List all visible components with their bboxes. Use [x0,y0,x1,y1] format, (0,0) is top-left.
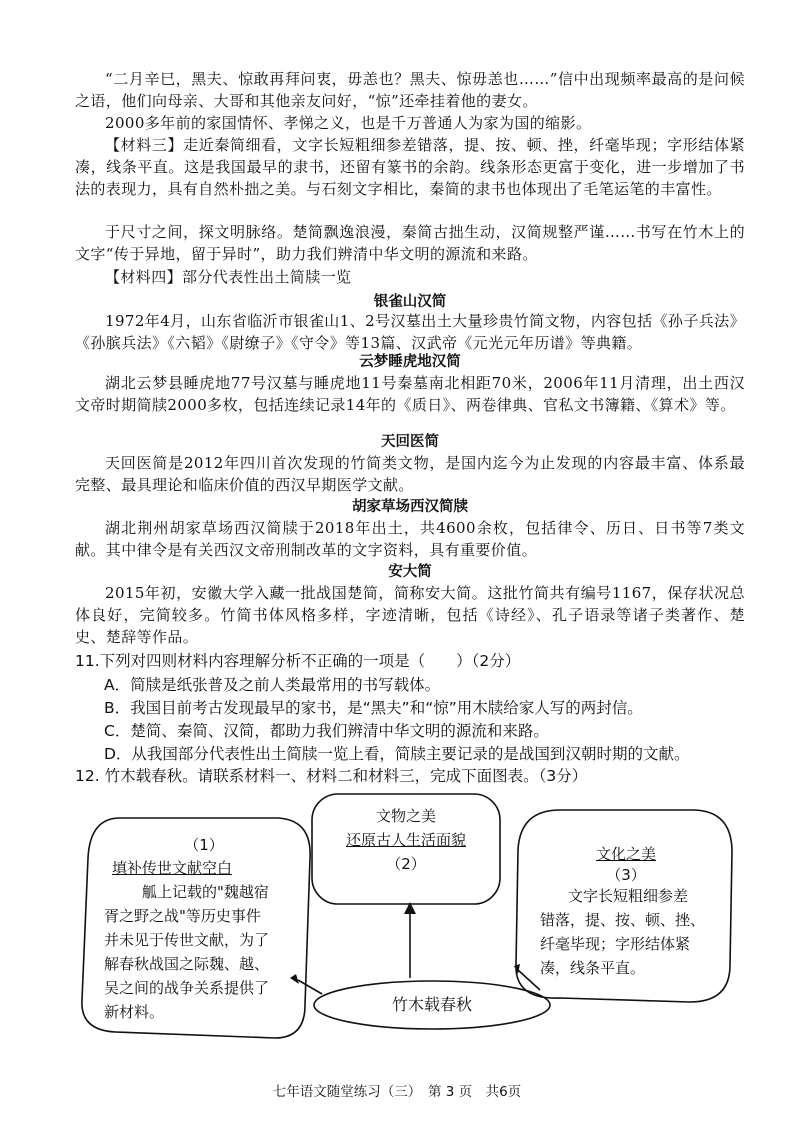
left-box-body-line: 并未见于传世文献，为了 [104,931,270,949]
item-text-yinqueshan: 1972年4月，山东省临沂市银雀山1、2号汉墓出土大量珍贵竹简文物，内容包括《孙子兵法》《孙膑兵法》《六韬》《尉缭子》《守令》等13篇、汉武帝《元光元年历谱》等典籍。 [75,312,745,352]
question-11-option-b: B．我国目前考古发现最早的家书，是“黑夫”和“惊”用木牍给家人写的两封信。 [104,699,643,717]
right-box-answer-slot: （3） [606,866,646,884]
center-ellipse-label: 竹木载春秋 [391,995,472,1014]
item-text-hujiacaochang: 湖北荆州胡家草场西汉简牍于2018年出土，共4600余枚，包括律令、历日、日书等7类文献。其中律令是有关西汉文帝刑制改革的文字资料，具有重要价值。 [75,519,745,559]
left-box-body [104,880,304,1024]
top-box-subtitle: 还原古人生活面貌 [345,831,466,849]
question-11-option-c: C．楚简、秦简、汉简，都助力我们辨清中华文明的源流和来路。 [104,722,549,740]
left-box-body-line: 吴之间的战争关系提供了 [104,979,270,997]
left-box-body-line: 解春秋战国之际魏、越、 [104,955,270,973]
question-11-stem: 11.下列对四则材料内容理解分析不正确的一项是（ ）（2分） [75,652,521,670]
question-11-option-a: A．简牍是纸张普及之前人类最常用的书写载体。 [104,676,441,694]
page-footer: 七年语文随堂练习（三） 第 3 页 共6页 [272,1084,522,1100]
top-box-title: 文物之美 [375,807,436,825]
left-box-body-line: 胥之野之战"等历史事件 [104,907,261,925]
item-heading-shuihudi: 云梦睡虎地汉简 [359,353,461,370]
left-box-title: 填补传世文献空白 [112,859,233,877]
top-box-answer-slot: （2） [386,855,426,873]
left-box-body-line: 新材料。 [104,1003,165,1021]
item-text-shuihudi: 湖北云梦县睡虎地77号汉墓与睡虎地11号秦墓南北相距70米，2006年11月清理，出土西汉文帝时期简牍2000多枚，包括连续记录14年的《质日》、两卷律典、官私文书簿籍、《算术》等。 [75,374,745,414]
item-heading-hujiacaochang: 胡家草场西汉简牍 [352,498,468,515]
question-11-option-d: D．从我国部分代表性出土简牍一览上看，简牍主要记录的是战国到汉朝时期的文献。 [104,745,690,763]
left-box-answer-slot: （1） [184,836,224,854]
right-box-body [540,884,726,980]
material-letter-paragraph: “二月辛巳，黑夫、惊敢再拜问衷，毋恙也？黑夫、惊毋恙也……”信中出现频率最高的是问候之语，他们向母亲、大哥和其他亲友问好，“惊”还牵挂着他的妻女。 [75,70,745,110]
right-box-body-line: 纤毫毕现；字形结体紧 [540,935,691,953]
item-heading-tianhui: 天回医简 [381,433,439,450]
material-summary-paragraph: 2000多年前的家国情怀、孝悌之义，也是千万普通人为家为国的缩影。 [105,114,592,132]
material-four-title: 【材料四】部分代表性出土简牍一览 [105,268,352,286]
right-box-body-line: 文字长短粗细参差 [568,887,689,905]
arrow-right-shaft [518,970,540,990]
item-text-tianhui: 天回医简是2012年四川首次发现的竹简类文物，是国内迄今为止发现的内容最丰富、体系最完整、最具理论和临床价值的西汉早期医学文献。 [75,454,745,494]
item-text-anda: 2015年初，安徽大学入藏一批战国楚简，简称安大简。这批竹简共有编号1167，保存状况总体良好，完简较多。竹简书体风格多样，字迹清晰，包括《诗经》、孔子语录等诸子类著作、楚史、楚辞等作品。 [75,584,745,646]
right-box-body-line: 凑，线条平直。 [540,959,646,977]
right-box-body-line: 错落，提、按、顿、挫、 [540,911,706,929]
item-heading-yinqueshan: 银雀山汉简 [373,293,447,310]
item-heading-anda: 安大简 [388,563,432,580]
right-box-title: 文化之美 [595,845,656,863]
material-conclusion-paragraph: 于尺寸之间，探文明脉络。楚简飘逸浪漫，秦简古拙生动，汉简规整严谨……书写在竹木上的文字“传于异地，留于异时”，助力我们辨清中华文明的源流和来路。 [75,223,745,263]
left-box-body-line: 觚上记载的"魏越宿 [142,883,269,901]
question-12-stem: 12. 竹木载春秋。请联系材料一、材料二和材料三，完成下面图表。（3分） [75,767,588,785]
material-three-paragraph: 【材料三】走近秦简细看，文字长短粗细参差错落，提、按、顿、挫，纤毫毕现；字形结体紧凑，线条平直。这是我国最早的隶书，还留有篆书的余韵。线条形态更富于变化，进一步增加了书法的表现力，具有自然朴拙之美。与石刻文字相比，秦简的隶书也体现出了毛笔运笔的丰富性。 [75,136,745,198]
